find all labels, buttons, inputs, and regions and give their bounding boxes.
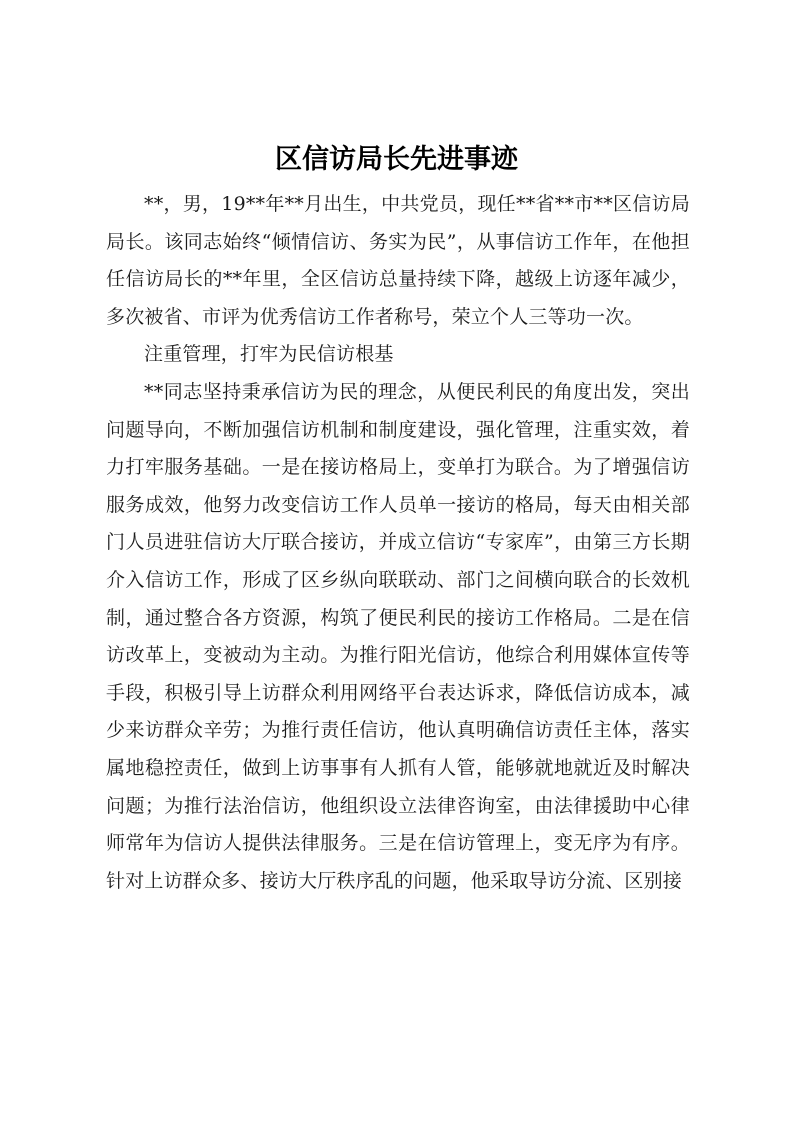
document-body [106,186,690,900]
paragraph-intro: **，男，19**年**月出生，中共党员，现任**省**市**区信访局局长。该同志始终“倾情信访、务实为民”，从事信访工作年，在他担任信访局长的**年里，全区信访总量持续下降，越级上访逐年减少，多次被省、市评为优秀信访工作者称号，荣立个人三等功一次。 [106,193,690,328]
document-title: 区信访局长先进事迹 [275,144,518,175]
paragraph-management: **同志坚持秉承信访为民的理念，从便民利民的角度出发，突出问题导向，不断加强信访机制和制度建设，强化管理，注重实效，着力打牢服务基础。一是在接访格局上，变单打为联合。为了增强信访服务成效，他努力改变信访工作人员单一接访的格局，每天由相关部门人员进驻信访大厅联合接访，并成立信访“专家库”，由第三方长期介入信访工作，形成了区乡纵向联联动、部门之间横向联合的长效机制，通过整合各方资源，构筑了便民利民的接访工作格局。二是在信访改革上，变被动为主动。为推行阳光信访，他综合利用媒体宣传等手段，积极引导上访群众利用网络平台表达诉求，降低信访成本，减少来访群众辛劳；为推行责任信访，他认真明确信访责任主体，落实属地稳控责任，做到上访事事有人抓有人管，能够就地就近及时解决问题；为推行法治信访，他组织设立法律咨询室，由法律援助中心律师常年为信访人提供法律服务。三是在信访管理上，变无序为有序。针对上访群众多、接访大厅秩序乱的问题，他采取导访分流、区别接 [106,380,690,892]
section-heading: 注重管理，打牢为民信访根基 [144,343,394,366]
